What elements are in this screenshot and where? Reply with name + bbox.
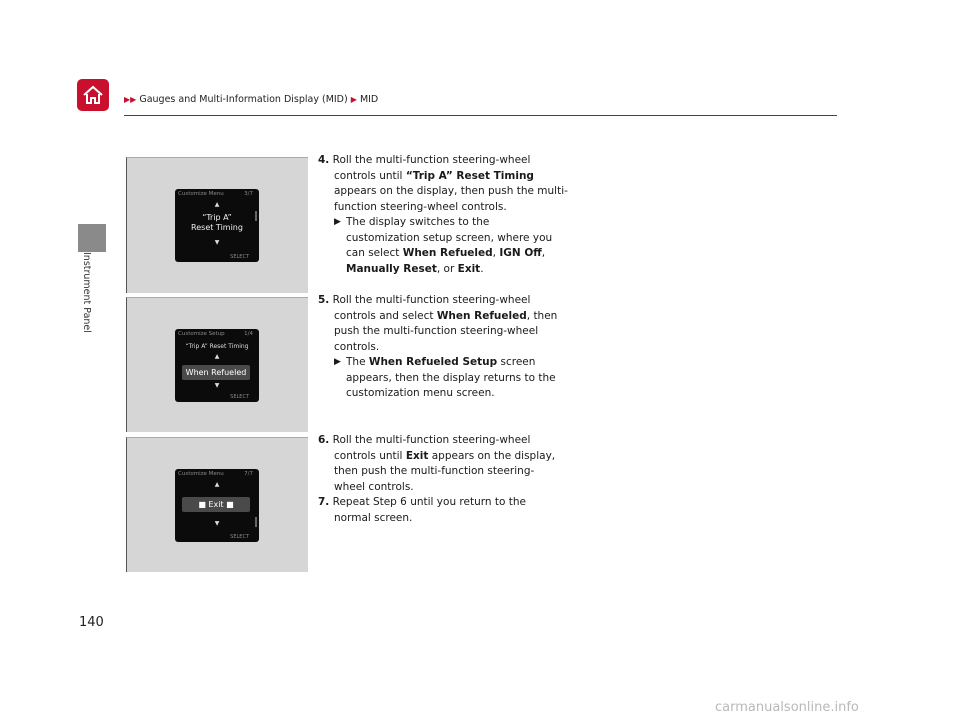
step-text: controls until [334, 449, 406, 462]
note-text: , [492, 247, 500, 259]
menu-item-name: Exit [405, 449, 429, 462]
option-name: Manually Reset [346, 262, 437, 275]
step-text: wheel controls. [334, 480, 414, 493]
breadcrumb-link-mid[interactable]: MID [359, 94, 379, 105]
breadcrumb-arrow-icon: ▶ [350, 95, 357, 104]
up-arrow-icon: ▲ [214, 201, 220, 208]
home-icon [81, 83, 105, 107]
step-text: appears on the display, then push the multi- [334, 185, 568, 197]
selected-option: When Refueled [182, 365, 250, 380]
home-button[interactable] [77, 79, 109, 111]
display-line-1: “Trip A” [202, 213, 232, 222]
step-note [318, 215, 588, 277]
display-page: 3/7 [244, 191, 253, 197]
step-text: Roll the multi-function steering-wheel [332, 294, 531, 306]
step-number: 4. [318, 154, 330, 166]
note-text: customization setup screen, where you [346, 231, 553, 244]
header-divider [124, 115, 837, 116]
step-number: 6. [318, 434, 330, 446]
mid-display [175, 329, 259, 402]
step-text: push the multi-function steering-wheel [334, 325, 539, 337]
breadcrumb [124, 94, 378, 105]
step-5 [318, 293, 588, 402]
step-text: Roll the multi-function steering-wheel [332, 154, 531, 166]
mid-display [175, 189, 259, 262]
page-number: 140 [79, 615, 104, 630]
display-line-2: Reset Timing [191, 223, 243, 232]
display-header: Customize Menu [178, 191, 224, 197]
option-name: IGN Off [499, 247, 542, 259]
step-text: , then [526, 309, 558, 322]
note-text: . [480, 262, 484, 275]
down-arrow-icon: ▼ [214, 239, 220, 246]
note-text: customization menu screen. [346, 387, 495, 399]
display-page: 1/4 [244, 331, 253, 337]
note-text: The display switches to the [346, 216, 490, 228]
select-hint: SELECT [230, 534, 249, 540]
step-text: Roll the multi-function steering-wheel [332, 434, 531, 446]
watermark: carmanualsonline.info [715, 700, 859, 715]
down-arrow-icon: ▼ [214, 520, 220, 527]
note-text: can select [346, 247, 403, 259]
step-text: then push the multi-function steering- [334, 465, 535, 477]
scrollbar [255, 211, 257, 221]
step-6 [318, 433, 588, 526]
section-tab[interactable] [78, 224, 106, 252]
step-text: Repeat Step 6 until you return to the [332, 496, 526, 508]
up-arrow-icon: ▲ [214, 481, 220, 488]
display-header: Customize Setup [178, 331, 225, 337]
down-arrow-icon: ▼ [214, 382, 220, 389]
note-arrow-icon: ▶ [334, 357, 341, 367]
option-name: Exit [457, 262, 481, 275]
select-hint: SELECT [230, 254, 249, 260]
select-hint: SELECT [230, 394, 249, 400]
note-text: , [541, 247, 546, 259]
note-text: The [346, 356, 369, 368]
section-label: Instrument Panel [81, 252, 92, 333]
step-number: 7. [318, 496, 330, 508]
step-text: function steering-wheel controls. [334, 200, 507, 213]
menu-item-name: “Trip A” Reset Timing [405, 169, 534, 182]
step-text: controls until [334, 169, 406, 182]
note-text: screen [497, 356, 536, 368]
scrollbar [255, 517, 257, 527]
option-name: When Refueled [402, 247, 493, 259]
step-number: 5. [318, 294, 330, 306]
note-text: appears, then the display returns to the [346, 371, 556, 384]
screenshot-panel-2 [126, 297, 308, 432]
mid-display [175, 469, 259, 542]
breadcrumb-arrow-icon: ▶▶ [124, 95, 137, 104]
screenshot-panel-1 [126, 157, 308, 293]
step-4 [318, 153, 588, 277]
display-page: 7/7 [244, 471, 253, 477]
display-header: Customize Menu [178, 471, 224, 477]
breadcrumb-link-gauges[interactable]: Gauges and Multi-Information Display (MID) [139, 94, 348, 105]
menu-item-name: When Refueled [436, 309, 527, 322]
step-text: controls and select [334, 309, 437, 322]
display-title: “Trip A” Reset Timing [185, 343, 249, 350]
screen-name: When Refueled Setup [368, 356, 498, 368]
note-arrow-icon: ▶ [334, 217, 341, 227]
up-arrow-icon: ▲ [214, 353, 220, 360]
selected-option: ■ Exit ■ [182, 497, 250, 512]
note-text: , or [436, 262, 458, 275]
step-text: normal screen. [334, 511, 413, 524]
step-text: controls. [334, 340, 380, 353]
screenshot-panel-3 [126, 437, 308, 572]
step-note [318, 355, 588, 402]
step-text: appears on the display, [428, 449, 556, 462]
